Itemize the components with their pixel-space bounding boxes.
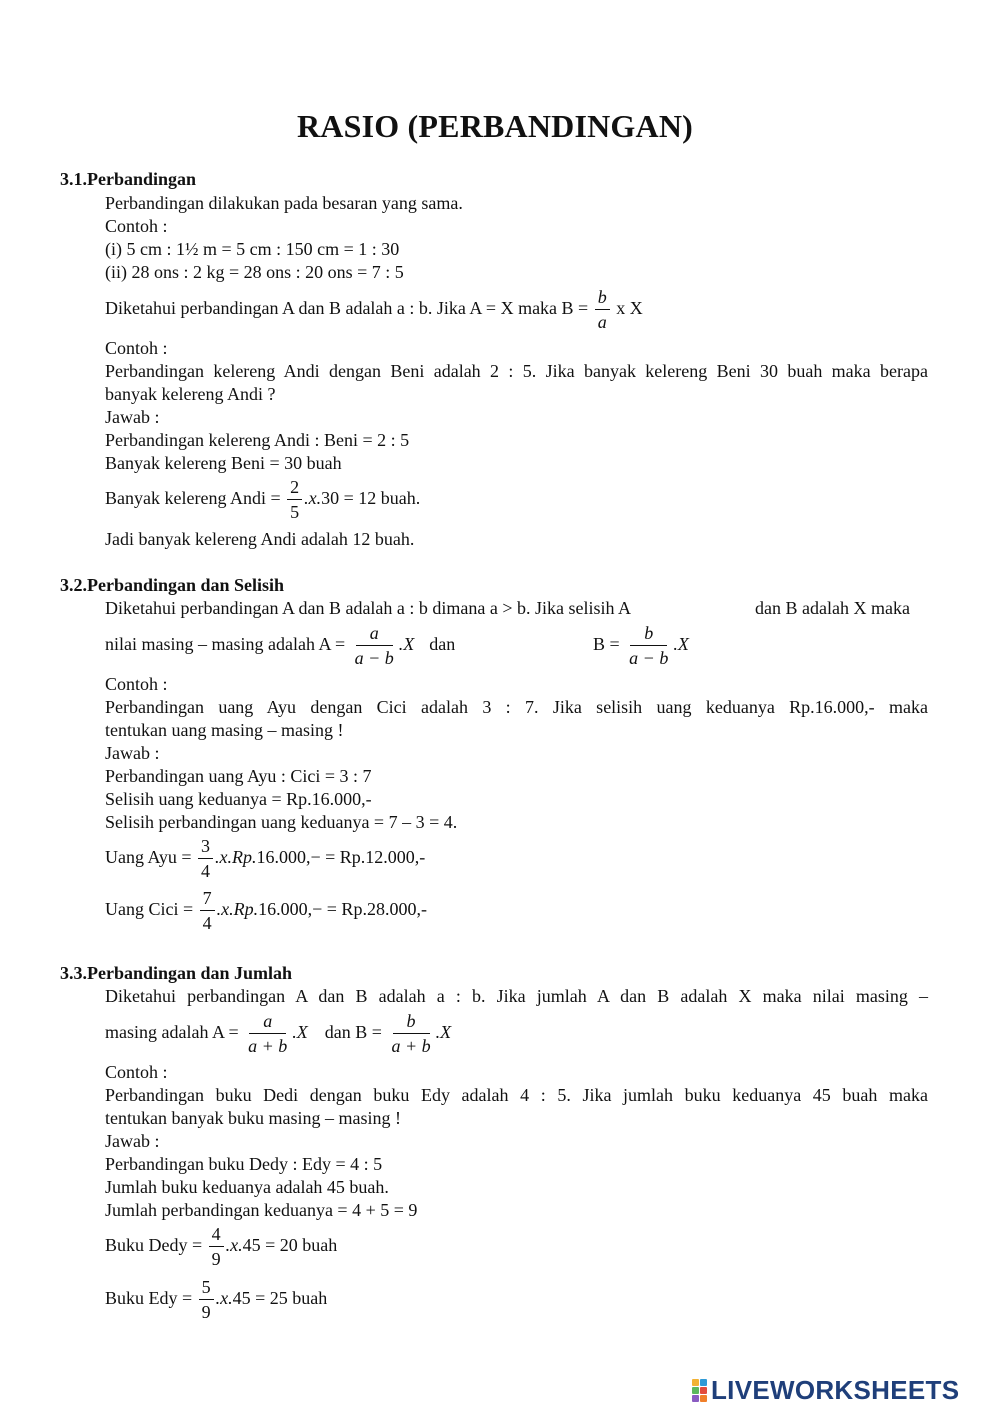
fraction-numerator: 7 (200, 888, 215, 911)
formula-line (105, 623, 455, 669)
formula-text: .x. (215, 1288, 233, 1309)
text-line: tentukan uang masing – masing ! (105, 720, 344, 740)
fraction-denominator: a + b (248, 1036, 288, 1056)
text-line: Perbandingan buku Dedi dengan buku Edy adalah 4 : 5. Jika jumlah buku keduanya 45 buah maka (105, 1085, 928, 1105)
text-line: Contoh : (105, 1062, 168, 1082)
fraction-numerator: a (249, 1011, 286, 1034)
formula-text: dan B = (324, 1022, 382, 1043)
liveworksheets-logo (692, 1375, 992, 1405)
text-line: Diketahui perbandingan A dan B adalah a : b dimana a > b. Jika selisih A (105, 598, 632, 618)
fraction-numerator: 5 (199, 1277, 214, 1300)
fraction (245, 1011, 290, 1057)
formula-text: Diketahui perbandingan A dan B adalah a : b. Jika A = X maka B = (105, 298, 589, 319)
text-line: Selisih perbandingan uang keduanya = 7 – 3 = 4. (105, 812, 458, 832)
fraction-denominator: 4 (202, 913, 212, 933)
logo-tile (700, 1379, 707, 1386)
fraction-denominator: a + b (391, 1036, 431, 1056)
formula-text: Buku Dedy = (105, 1235, 203, 1256)
fraction-denominator: a − b (354, 648, 394, 668)
formula-line (105, 287, 643, 333)
formula-text: = Rp.28.000,- (326, 899, 427, 920)
logo-tile (700, 1387, 707, 1394)
logo-tile (692, 1379, 699, 1386)
text-line: Contoh : (105, 338, 168, 358)
formula-line (105, 477, 420, 523)
formula-text: Uang Cici = (105, 899, 194, 920)
text-line: dan B adalah X maka (755, 598, 910, 618)
formula-text: .X (673, 634, 689, 655)
section-heading-3-2: 3.2.Perbandingan dan Selisih (60, 575, 285, 595)
text-line: Jawab : (105, 407, 160, 427)
fraction (209, 1224, 224, 1270)
text-line: tentukan banyak buku masing – masing ! (105, 1108, 401, 1128)
fraction (388, 1011, 433, 1057)
logo-tiles-icon (692, 1379, 707, 1402)
logo-tile (692, 1387, 699, 1394)
logo-text: LIVEWORKSHEETS (711, 1374, 960, 1405)
page-title: RASIO (PERBANDINGAN) (296, 108, 693, 144)
fraction-denominator: 5 (290, 502, 300, 522)
fraction-denominator: 4 (201, 861, 210, 881)
fraction-numerator: a (356, 623, 393, 646)
formula-text: dan (429, 634, 456, 655)
text-line: Diketahui perbandingan A dan B adalah a : b. Jika jumlah A dan B adalah X maka nilai masing – (105, 986, 928, 1006)
formula-text: .x.Rp. (216, 899, 259, 920)
text-line: Contoh : (105, 674, 168, 694)
fraction-numerator: 3 (198, 836, 213, 859)
fraction (287, 477, 302, 523)
formula-text: masing adalah A = (105, 1022, 239, 1043)
formula-text: .X (398, 634, 415, 655)
text-line: Jumlah perbandingan keduanya = 4 + 5 = 9 (105, 1200, 418, 1220)
text-line: Jawab : (105, 743, 160, 763)
formula-text: Uang Ayu = (105, 847, 192, 868)
formula-line (105, 1011, 451, 1057)
text-line: Perbandingan dilakukan pada besaran yang sama. (105, 193, 463, 213)
formula-text: 45 = 25 buah (232, 1288, 328, 1309)
text-line: (ii) 28 ons : 2 kg = 28 ons : 20 ons = 7 : 5 (105, 262, 404, 282)
fraction-denominator: 9 (201, 1302, 211, 1322)
fraction-numerator: b (630, 623, 667, 646)
formula-text: B = (593, 634, 620, 655)
formula-text: .x. (225, 1235, 243, 1256)
fraction-numerator: 4 (209, 1224, 224, 1247)
formula-text: .x. (304, 488, 322, 509)
text-line: Perbandingan buku Dedy : Edy = 4 : 5 (105, 1154, 383, 1174)
formula-text: 45 = 20 buah (242, 1235, 338, 1256)
fraction (595, 287, 610, 333)
text-line: Perbandingan uang Ayu dengan Cici adalah 3 : 7. Jika selisih uang keduanya Rp.16.000,- maka (105, 697, 928, 717)
text-line: Jumlah buku keduanya adalah 45 buah. (105, 1177, 389, 1197)
text-line: (i) 5 cm : 1½ m = 5 cm : 150 cm = 1 : 30 (105, 239, 400, 259)
fraction (626, 623, 671, 669)
fraction-denominator: 9 (211, 1249, 221, 1269)
formula-text: 30 = 12 buah. (321, 488, 421, 509)
fraction (199, 1277, 214, 1323)
text-line: Perbandingan kelereng Andi : Beni = 2 : 5 (105, 430, 410, 450)
formula-line (105, 1277, 327, 1323)
section-heading-3-3: 3.3.Perbandingan dan Jumlah (60, 963, 293, 983)
logo-tile (700, 1395, 707, 1402)
fraction-denominator: a − b (629, 648, 669, 668)
formula-line (593, 623, 689, 669)
text-line: Perbandingan uang Ayu : Cici = 3 : 7 (105, 766, 372, 786)
text-line: Selisih uang keduanya = Rp.16.000,- (105, 789, 372, 809)
text-line: Jawab : (105, 1131, 160, 1151)
formula-text: x X (616, 298, 643, 319)
formula-text: .X (435, 1022, 452, 1043)
text-line: Banyak kelereng Beni = 30 buah (105, 453, 342, 473)
fraction (200, 888, 215, 934)
fraction (352, 623, 397, 669)
formula-text: 16.000,− (256, 847, 321, 868)
formula-line (105, 888, 427, 934)
formula-text: Banyak kelereng Andi = (105, 488, 281, 509)
section-heading-3-1: 3.1.Perbandingan (60, 169, 197, 189)
text-line: Jadi banyak kelereng Andi adalah 12 buah. (105, 529, 415, 549)
formula-text: 16.000,− (258, 899, 323, 920)
text-line: banyak kelereng Andi ? (105, 384, 276, 404)
formula-line (105, 836, 425, 882)
text-line: Contoh : (105, 216, 168, 236)
formula-text: = Rp.12.000,- (325, 847, 426, 868)
formula-text: nilai masing – masing adalah A = (105, 634, 346, 655)
fraction-numerator: b (595, 287, 610, 310)
formula-text: .X (292, 1022, 308, 1043)
fraction (198, 836, 213, 882)
fraction-numerator: 2 (287, 477, 302, 500)
text-line: Perbandingan kelereng Andi dengan Beni adalah 2 : 5. Jika banyak kelereng Beni 30 buah maka berapa (105, 361, 928, 381)
formula-text: Buku Edy = (105, 1288, 193, 1309)
logo-tile (692, 1395, 699, 1402)
formula-text: .x.Rp. (215, 847, 257, 868)
fraction-numerator: b (393, 1011, 430, 1034)
fraction-denominator: a (597, 312, 607, 332)
formula-line (105, 1224, 337, 1270)
